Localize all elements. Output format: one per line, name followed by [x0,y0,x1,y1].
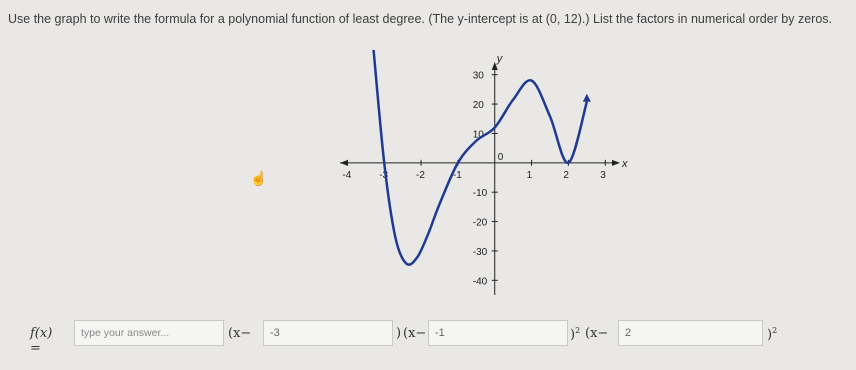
x-tick-label: 3 [600,169,606,181]
y-axis-label: y [496,53,503,65]
function-label: f(x) = [30,326,53,356]
factor1-zero-input[interactable]: -3 [263,320,393,346]
factor2-zero-input[interactable]: -1 [428,320,568,346]
x-axis-label: x [622,157,628,170]
polynomial-graph [330,50,630,300]
y-tick-label: 30 [472,70,484,82]
x-axis-arrow-left [340,160,348,166]
mouse-pointer-icon: ☝ [250,170,268,186]
factor2-close: )$^2$ [570,326,581,343]
factor3-open: (x− [585,326,609,341]
y-tick-label: -10 [472,188,488,200]
factor3-exponent: 2 [772,326,778,335]
factor3-zero-input[interactable]: 2 [618,320,763,346]
x-tick-label: 1 [526,169,533,181]
x-axis-arrow [612,160,620,166]
function-curve [373,50,587,265]
factor2-open: (x− [403,326,427,341]
factor3-close: )$^2$ [767,326,778,343]
question-prompt: Use the graph to write the formula for a polynomial function of least degree. (The y-intercept is at (0, 12).) List the factors in numerical order by zeros. [8,12,832,26]
factor2-exponent: 2 [575,326,581,335]
leading-coefficient-input[interactable]: type your answer... [74,320,224,346]
x-tick-label: -3 [379,169,389,181]
x-tick-label: -4 [342,169,352,181]
y-tick-label: -40 [472,276,488,288]
factor1-open: (x− [228,326,252,341]
x-tick-label: -2 [416,169,425,181]
y-tick-label: 20 [472,100,484,112]
x-tick-label: 2 [563,169,569,181]
curve-arrow-right [583,94,591,102]
x-tick-label: 0 [497,151,504,163]
y-tick-label: -20 [472,217,488,229]
factor1-close: ) [396,326,402,341]
x-tick-label: -1 [452,169,462,181]
y-tick-label: -30 [472,246,488,258]
y-tick-label: 10 [472,129,484,141]
